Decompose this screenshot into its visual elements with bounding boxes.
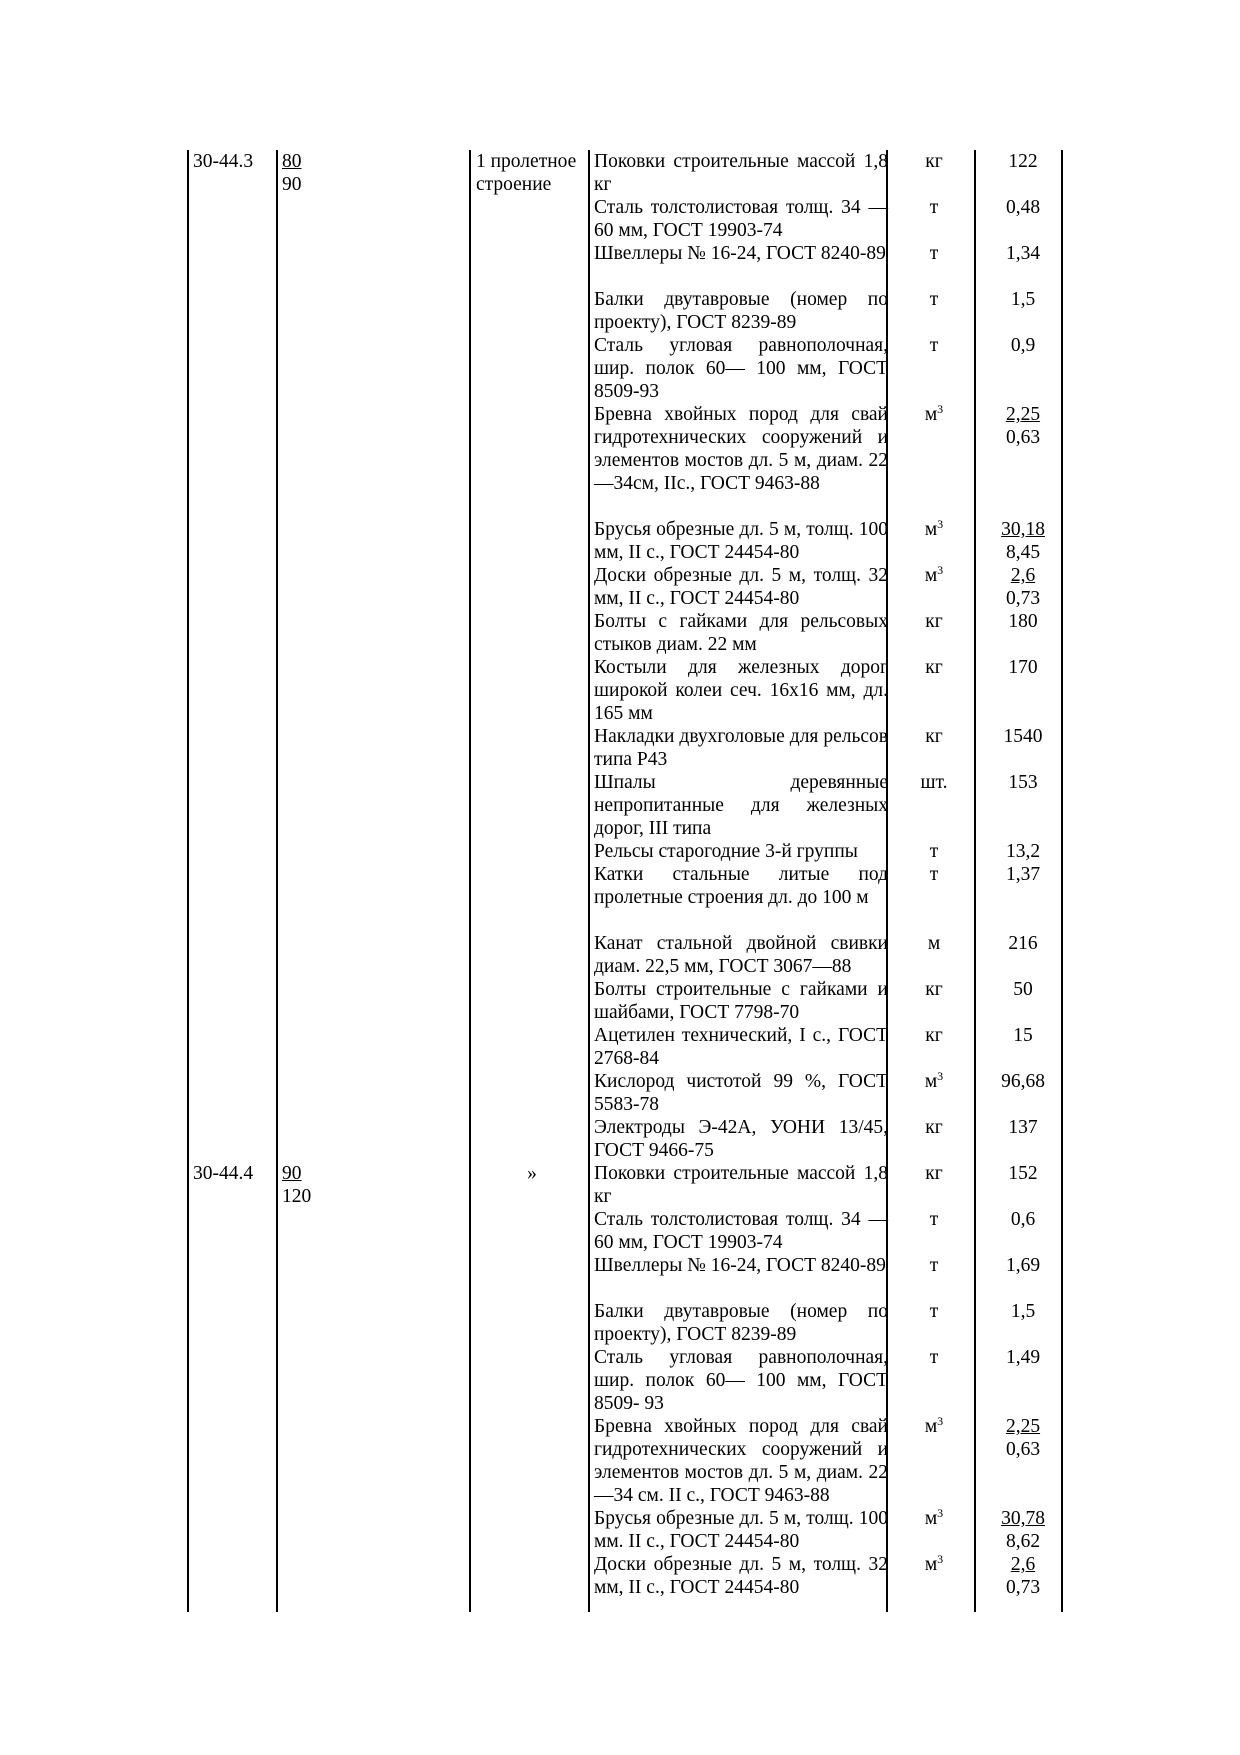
unit-text: т xyxy=(929,197,939,218)
quantity-value: 216 xyxy=(1008,933,1038,954)
unit-text: т xyxy=(929,289,939,310)
unit-text: т xyxy=(929,1255,939,1276)
row-quantity xyxy=(980,1254,1066,1277)
unit-text: кг xyxy=(925,726,943,747)
unit-text: шт. xyxy=(920,772,948,793)
row-quantity xyxy=(980,1507,1066,1553)
row-fraction xyxy=(282,1162,402,1208)
row-material-name: Брусья обрезные дл. 5 м, толщ. 100 мм, II с., ГОСТ 24454-80 xyxy=(594,519,888,563)
row-material-name: Шпалы деревянные непропитанные для железных дорог, III типа xyxy=(594,772,888,839)
unit-superscript: 3 xyxy=(937,563,944,577)
unit-text: т xyxy=(929,841,939,862)
quantity-value-secondary: 0,63 xyxy=(1005,427,1041,448)
quantity-value: 122 xyxy=(1008,151,1038,172)
row-unit xyxy=(892,1300,976,1323)
row-quantity xyxy=(980,771,1066,794)
row-code: 30-44.4 xyxy=(193,1163,254,1184)
quantity-value: 15 xyxy=(1013,1025,1033,1046)
row-unit xyxy=(892,1024,976,1047)
row-material-name: Сталь толстолистовая толщ. 34 —60 мм, ГОСТ 19903-74 xyxy=(594,197,888,241)
quantity-value-secondary: 8,45 xyxy=(1005,542,1041,563)
row-unit xyxy=(892,1208,976,1231)
unit-text: кг xyxy=(925,611,943,632)
quantity-value: 13,2 xyxy=(1005,841,1041,862)
row-material-name: Катки стальные литые под пролетные строения дл. до 100 м xyxy=(594,864,888,908)
row-quantity xyxy=(980,288,1066,311)
table-rule xyxy=(469,150,471,1612)
fraction-denominator: 90 xyxy=(282,174,302,195)
unit-text: м xyxy=(924,1071,938,1092)
unit-text: т xyxy=(929,335,939,356)
quantity-value: 2,6 xyxy=(1010,1554,1036,1575)
quantity-value: 1,5 xyxy=(1010,289,1036,310)
row-unit xyxy=(892,725,976,748)
row-quantity xyxy=(980,518,1066,564)
row-quantity xyxy=(980,1116,1066,1139)
unit-superscript: 3 xyxy=(937,402,944,416)
quantity-value: 0,48 xyxy=(1005,197,1041,218)
unit-text: кг xyxy=(925,1025,943,1046)
row-material-name: Сталь угловая равнополочная, шир. полок 60— 100 мм, ГОСТ 8509-93 xyxy=(594,335,888,402)
row-material-name: Электроды Э-42А, УОНИ 13/45, ГОСТ 9466-75 xyxy=(594,1117,888,1161)
row-material-name: Кислород чистотой 99 %, ГОСТ 5583-78 xyxy=(594,1071,888,1115)
row-unit xyxy=(892,196,976,219)
row-material-name: Накладки двухголовые для рельсов типа Р43 xyxy=(594,726,888,770)
unit-text: т xyxy=(929,243,939,264)
row-unit xyxy=(892,1507,976,1530)
row-quantity xyxy=(980,1162,1066,1185)
row-material-name: Бревна хвойных пород для свай гидротехнических сооружений и элементов мостов дл. 5 м, диам. 22—34см, IIс., ГОСТ 9463-88 xyxy=(594,404,888,494)
row-quantity xyxy=(980,1553,1066,1599)
row-material-name: Швеллеры № 16-24, ГОСТ 8240-89 xyxy=(594,1255,886,1276)
row-quantity xyxy=(980,1024,1066,1047)
quantity-value: 0,6 xyxy=(1010,1209,1036,1230)
unit-text: м xyxy=(927,933,941,954)
row-quantity xyxy=(980,564,1066,610)
unit-superscript: 3 xyxy=(937,517,944,531)
row-material-name: Сталь толстолистовая толщ. 34 —60 мм, ГОСТ 19903-74 xyxy=(594,1209,888,1253)
unit-text: т xyxy=(929,1209,939,1230)
unit-text: м xyxy=(924,1508,938,1529)
row-unit xyxy=(892,1553,976,1576)
quantity-value-secondary: 0,73 xyxy=(1005,588,1041,609)
row-quantity xyxy=(980,150,1066,173)
quantity-value: 0,9 xyxy=(1010,335,1036,356)
row-quantity xyxy=(980,978,1066,1001)
row-unit xyxy=(892,334,976,357)
table-rule xyxy=(187,150,189,1612)
row-unit xyxy=(892,518,976,541)
row-quantity xyxy=(980,932,1066,955)
row-quantity xyxy=(980,1415,1066,1461)
row-quantity xyxy=(980,863,1066,886)
quantity-value: 180 xyxy=(1008,611,1038,632)
unit-superscript: 3 xyxy=(937,1552,944,1566)
row-work-item: 1 пролетное строение xyxy=(476,151,577,195)
row-unit xyxy=(892,150,976,173)
row-material-name: Сталь угловая равнополочная, шир. полок 60— 100 мм, ГОСТ 8509- 93 xyxy=(594,1347,888,1414)
row-quantity xyxy=(980,1346,1066,1369)
row-unit xyxy=(892,1116,976,1139)
row-material-name: Ацетилен технический, I с., ГОСТ 2768-84 xyxy=(594,1025,888,1069)
row-unit xyxy=(892,932,976,955)
row-unit xyxy=(892,1162,976,1185)
row-unit xyxy=(892,403,976,426)
row-unit xyxy=(892,1415,976,1438)
row-unit xyxy=(892,656,976,679)
quantity-value: 170 xyxy=(1008,657,1038,678)
fraction-numerator: 80 xyxy=(282,151,302,172)
quantity-value: 2,6 xyxy=(1010,565,1036,586)
quantity-value: 1,69 xyxy=(1005,1255,1041,1276)
row-quantity xyxy=(980,1070,1066,1093)
quantity-value: 2,25 xyxy=(1005,404,1041,425)
row-material-name: Костыли для железных дорог широкой колеи сеч. 16х16 мм, дл. 165 мм xyxy=(594,657,888,724)
unit-superscript: 3 xyxy=(937,1069,944,1083)
unit-text: кг xyxy=(925,1163,943,1184)
quantity-value-secondary: 8,62 xyxy=(1005,1531,1041,1552)
unit-text: м xyxy=(924,1554,938,1575)
row-quantity xyxy=(980,334,1066,357)
quantity-value: 153 xyxy=(1008,772,1038,793)
row-material-name: Болты строительные с гайками и шайбами, ГОСТ 7798-70 xyxy=(594,979,888,1023)
row-unit xyxy=(892,840,976,863)
quantity-value: 96,68 xyxy=(1001,1071,1045,1092)
table-rule xyxy=(588,150,590,1612)
row-quantity xyxy=(980,840,1066,863)
unit-text: м xyxy=(924,404,938,425)
row-work-item: » xyxy=(527,1163,537,1184)
unit-text: м xyxy=(924,519,938,540)
unit-text: кг xyxy=(925,979,943,1000)
row-material-name: Рельсы старогодние 3-й группы xyxy=(594,841,858,862)
quantity-value: 152 xyxy=(1008,1163,1038,1184)
row-unit xyxy=(892,288,976,311)
quantity-value-secondary: 0,63 xyxy=(1005,1439,1041,1460)
quantity-value: 2,25 xyxy=(1005,1416,1041,1437)
row-unit xyxy=(892,978,976,1001)
unit-text: кг xyxy=(925,657,943,678)
quantity-value: 1,5 xyxy=(1010,1301,1036,1322)
row-quantity xyxy=(980,656,1066,679)
unit-text: т xyxy=(929,864,939,885)
unit-text: т xyxy=(929,1347,939,1368)
unit-text: м xyxy=(924,1416,938,1437)
unit-text: т xyxy=(929,1301,939,1322)
row-quantity xyxy=(980,1208,1066,1231)
row-unit xyxy=(892,564,976,587)
quantity-value: 30,78 xyxy=(1001,1508,1045,1529)
fraction-denominator: 120 xyxy=(282,1186,312,1207)
row-unit xyxy=(892,1070,976,1093)
row-material-name: Доски обрезные дл. 5 м, толщ. 32 мм, II с., ГОСТ 24454-80 xyxy=(594,565,888,609)
unit-text: м xyxy=(924,565,938,586)
row-material-name: Брусья обрезные дл. 5 м, толщ. 100 мм. II с., ГОСТ 24454-80 xyxy=(594,1508,888,1552)
table-rule xyxy=(276,150,278,1612)
unit-superscript: 3 xyxy=(937,1506,944,1520)
quantity-value-secondary: 0,73 xyxy=(1005,1577,1041,1598)
quantity-value: 1540 xyxy=(1003,726,1043,747)
unit-superscript: 3 xyxy=(937,1414,944,1428)
row-quantity xyxy=(980,196,1066,219)
quantity-value: 30,18 xyxy=(1001,519,1045,540)
fraction-numerator: 90 xyxy=(282,1163,302,1184)
quantity-value: 1,49 xyxy=(1005,1347,1041,1368)
row-fraction xyxy=(282,150,402,196)
row-unit xyxy=(892,771,976,794)
quantity-value: 137 xyxy=(1008,1117,1038,1138)
row-unit xyxy=(892,1346,976,1369)
row-quantity xyxy=(980,1300,1066,1323)
row-code: 30-44.3 xyxy=(193,151,254,172)
row-material-name: Бревна хвойных пород для свай гидротехнических сооружений и элементов мостов дл. 5 м, диам. 22—34 см. II с., ГОСТ 9463-88 xyxy=(594,1416,888,1506)
unit-text: кг xyxy=(925,151,943,172)
quantity-value: 1,37 xyxy=(1005,864,1041,885)
row-material-name: Болты с гайками для рельсовых стыков диам. 22 мм xyxy=(594,611,888,655)
row-material-name: Поковки строительные массой 1,8 кг xyxy=(594,1163,888,1207)
row-material-name: Балки двутавровые (номер по проекту), ГОСТ 8239-89 xyxy=(594,1301,888,1345)
unit-text: кг xyxy=(925,1117,943,1138)
quantity-value: 50 xyxy=(1013,979,1033,1000)
row-material-name: Швеллеры № 16-24, ГОСТ 8240-89 xyxy=(594,243,886,264)
quantity-value: 1,34 xyxy=(1005,243,1041,264)
row-quantity xyxy=(980,610,1066,633)
row-material-name: Поковки строительные массой 1,8 кг xyxy=(594,151,888,195)
row-material-name: Канат стальной двойной свивки диам. 22,5 мм, ГОСТ 3067—88 xyxy=(594,933,888,977)
row-material-name: Балки двутавровые (номер по проекту), ГОСТ 8239-89 xyxy=(594,289,888,333)
row-quantity xyxy=(980,403,1066,449)
row-unit xyxy=(892,242,976,265)
row-unit xyxy=(892,1254,976,1277)
row-quantity xyxy=(980,242,1066,265)
row-unit xyxy=(892,610,976,633)
row-unit xyxy=(892,863,976,886)
row-quantity xyxy=(980,725,1066,748)
row-material-name: Доски обрезные дл. 5 м, толщ. 32 мм, II с., ГОСТ 24454-80 xyxy=(594,1554,888,1598)
